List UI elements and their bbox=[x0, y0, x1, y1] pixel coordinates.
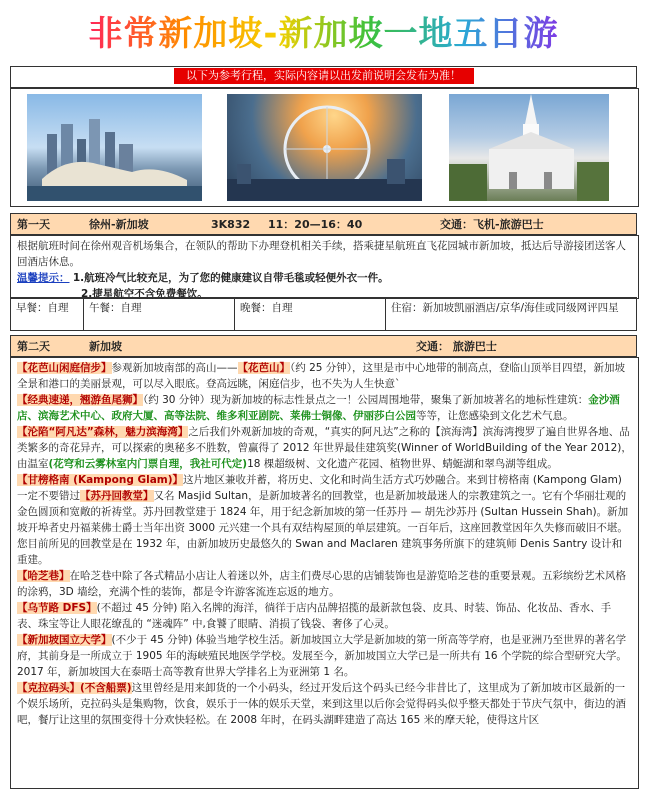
s1-text-a: 参观新加坡南部的高山—— bbox=[111, 362, 238, 374]
tip-2: 2.捷星航空不含免费餐饮。 bbox=[81, 288, 208, 300]
day2-description bbox=[10, 357, 639, 789]
day2-route: 新加坡 bbox=[89, 340, 122, 353]
s6-title: 【乌节路 DFS】 bbox=[17, 602, 97, 614]
breakfast: 早餐：自理 bbox=[11, 298, 84, 331]
day1-transport: 交通：飞机-旅游巴士 bbox=[440, 218, 544, 231]
s7-text: (不少于 45 分钟) 体验当地学校生活。新加坡国立大学是新加坡的第一所高等学府，也是亚洲乃至世界的著名学府，其前身是一所成立于 1905 年的海峡殖民地医学学校。发展至今，新加坡国立大学已是一所共有 16 个学院的综合型研究大学。2017 年，新加坡国大在泰晤士高等教育世界大学排名上为亚洲第 1 名。 bbox=[17, 634, 627, 678]
s3-ticket-note: (花穹和云雾林室内门票自理，我社可代定) bbox=[48, 458, 248, 470]
tip-label: 温馨提示： bbox=[17, 272, 70, 284]
s7-title: 【新加坡国立大学】 bbox=[17, 634, 112, 646]
tip-1: 1.航班冷气比较充足，为了您的健康建议自带毛毯或轻便外衣一件。 bbox=[72, 272, 389, 284]
s4-text-a: 这片地区兼收并蓄，将历史、文化和时尚生活方式巧妙融合。来到甘榜格南 (Kampong Glam) 一定不要错过 bbox=[17, 474, 622, 502]
s3-text-a: 之后我们外观新加坡的奇观，“真实的阿凡达”之称的【滨海湾】滨海湾搜罗了遍自世界各地、品类繁多的奇花异卉，可以探索的奥秘多不胜数，曾赢得了 2012 年世界最佳建筑奖(Winner of WorldBuilding of the Year 2012)，由温室 bbox=[17, 426, 632, 470]
photo-marina-bay bbox=[27, 94, 202, 201]
day1-route: 徐州-新加坡 bbox=[89, 218, 149, 231]
day1-time: 11：20—16：40 bbox=[268, 218, 363, 231]
photo-chijmes-church bbox=[449, 94, 609, 201]
s4-highlight: 【苏丹回教堂】 bbox=[80, 490, 154, 502]
day2-header bbox=[10, 335, 637, 357]
day1-label: 第一天 bbox=[17, 218, 50, 231]
notice-banner bbox=[10, 66, 637, 88]
s5-title: 【哈芝巷】 bbox=[17, 570, 70, 582]
s2-text-c: 等等，让您感染到文化艺术气息。 bbox=[416, 410, 574, 422]
notice-text: 以下为参考行程，实际内容请以出发前说明会发布为准！ bbox=[174, 68, 474, 84]
hotel: 住宿：新加坡凯丽酒店/京华/海佳或同级网评四星 bbox=[391, 302, 619, 314]
s6-text: (不超过 45 分钟) 陷入名牌的海洋，徜徉于店内品牌招揽的最新款包袋、皮具、时装、饰品、化妆品、香水、手表、珠宝等让人眼花缭乱的 “迷魂阵” 中,食饕了眼睛、消损了钱袋、奢侈了心灵。 bbox=[17, 602, 612, 630]
s8-text: 这里曾经是用来卸货的一个小码头，经过开发后这个码头已经今非昔比了，这里成为了新加坡市区最新的一个娱乐场所，克拉码头是集购物，饮食，娱乐于一体的娱乐天堂，来到这里以后你会觉得码头似乎整天都处于节庆气氛中，街边的酒吧，餐厅让这里的氛围变得十分欢快轻松。在 2008 年时，在码头湖畔建造了高达 165 米的摩天轮，使得这片区 bbox=[17, 682, 626, 726]
s4-text-c: 又名 Masjid Sultan，是新加坡著名的回教堂，也是新加坡最迷人的宗教建筑之一。它有个华丽壮观的金色圆顶和宽敞的祈祷堂。苏丹回教堂建于 1824 年，用于纪念新加坡的第一任苏丹 — 胡先沙苏丹 (Sultan Hussein Shah)。新加坡开埠者史丹福莱佛士爵士当年出资 3000 元兴建一个具有双结构屋顶的单层建筑。一百年后，这座回教堂因年久失修而破旧不堪。您目前所见的回教堂是在 1932 年，由新加坡历史最悠久的 Swan and Maclaren 建筑事务所旗下的建筑师 Denis Santry 设计和重建。 bbox=[17, 490, 629, 566]
s3-title: 【沦陷“阿凡达”森林，魅力滨海湾】 bbox=[17, 426, 189, 438]
s8-title: 【克拉码头】(不含船票) bbox=[17, 682, 132, 694]
lunch: 午餐：自理 bbox=[84, 298, 235, 331]
s3-text-c: 18 棵超级树、文化遗产花园、植物世界、蜻蜓湖和翠鸟湖等组成。 bbox=[247, 458, 558, 470]
day1-description bbox=[10, 235, 639, 299]
s1-highlight: 【花芭山】 bbox=[237, 362, 290, 374]
s2-landmarks: 金沙酒店、滨海艺术中心、政府大厦、高等法院、维多利亚剧院、莱佛士铜像、伊丽莎白公园 bbox=[17, 394, 620, 422]
s5-text: 在哈芝巷中除了各式精品小店让人着迷以外，店主们费尽心思的店铺装饰也是游览哈芝巷的重要景观。五彩缤纷艺术风格的涂鸦，3D 墙绘，充满个性的装饰，都是令许游客流连忘返的地方。 bbox=[17, 570, 626, 598]
day2-transport: 交通： 旅游巴士 bbox=[416, 340, 497, 353]
photo-strip bbox=[10, 88, 639, 207]
day2-label: 第二天 bbox=[17, 340, 50, 353]
s2-title: 【经典速递，翘游鱼尾狮】 bbox=[17, 394, 143, 406]
s4-title: 【甘榜格南 (Kampong Glam)】 bbox=[17, 474, 184, 486]
s2-text-a: （约 30 分钟）现为新加坡的标志性景点之一！公园周围地带，聚集了新加坡著名的地标性建筑： bbox=[143, 394, 589, 406]
day1-flight: 3K832 bbox=[211, 217, 251, 231]
day1-meals bbox=[10, 297, 637, 331]
s1-text-c: （约 25 分钟），这里是市中心地带的制高点，登临山顶举目四望，新加坡全景和港口的美丽景观，可以尽入眼底。登高远眺，闲庭信步，也不失为人生快意` bbox=[17, 362, 626, 390]
photo-singapore-flyer bbox=[227, 94, 422, 201]
day1-header bbox=[10, 213, 637, 235]
s1-title: 【花芭山闲庭信步】 bbox=[17, 362, 112, 374]
day1-desc-text: 根据航班时间在徐州观音机场集合，在领队的帮助下办理登机相关手续，搭乘捷星航班直飞花园城市新加坡，抵达后导游接团送客人回酒店休息。 bbox=[17, 240, 626, 268]
dinner: 晚餐：自理 bbox=[235, 298, 386, 331]
page-title: 非常新加坡-新加坡一地五日游 bbox=[0, 6, 647, 62]
